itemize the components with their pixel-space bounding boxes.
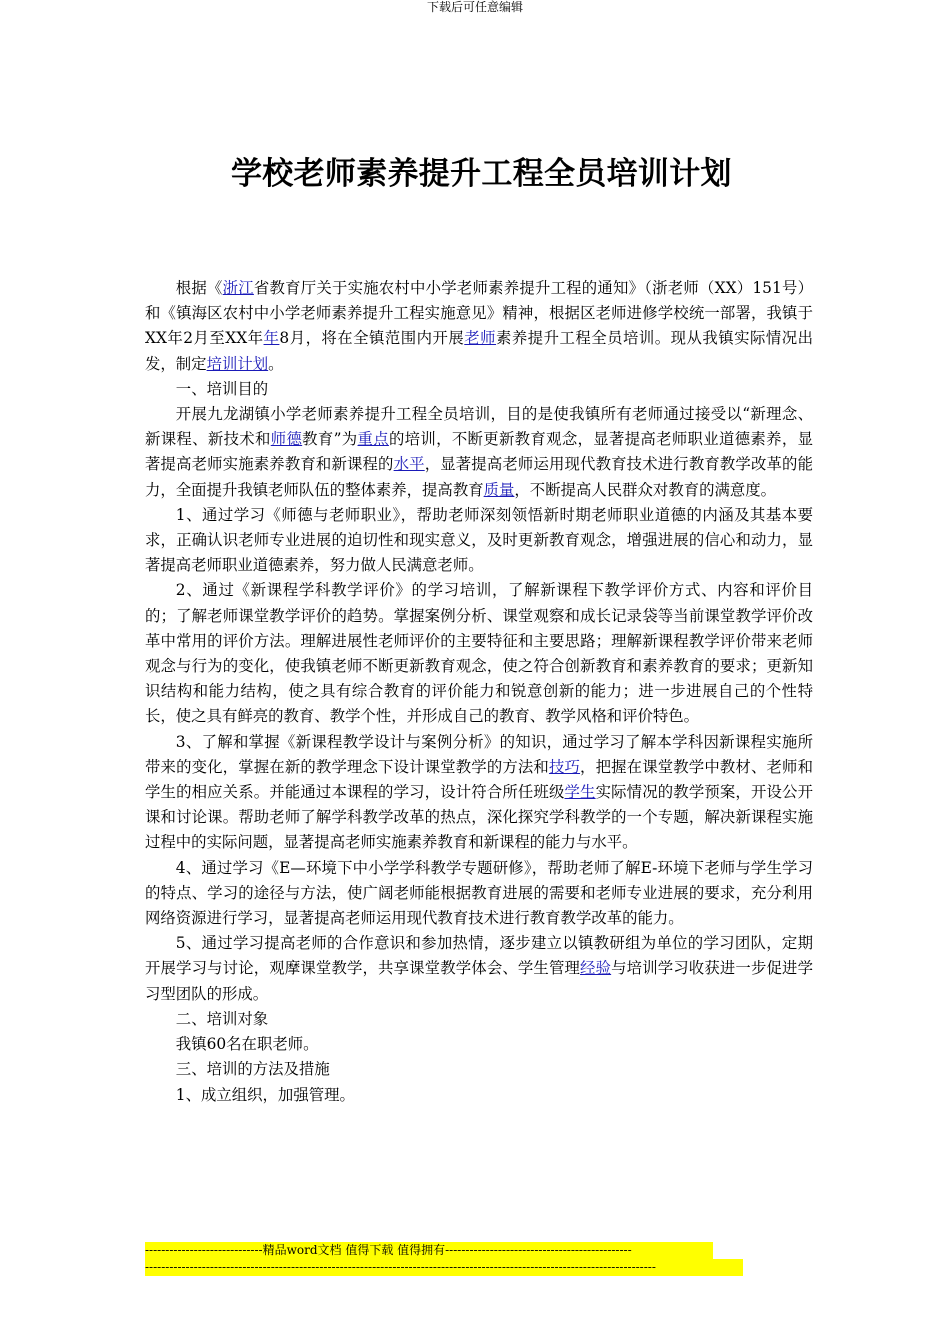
- link-quality[interactable]: 质量: [483, 480, 515, 499]
- text-run: 开展九龙湖镇小学老师素养提升工程全员培训，目的是使我镇所有老师通过接受以“新理念、新课程、新技术和: [145, 405, 813, 449]
- text-run: 与培训学习收获进一步促进学习型团队的形成。: [145, 959, 813, 1003]
- text-run: 素养提升工程全员培训。现从我镇实际情况出发，制定: [145, 329, 813, 373]
- link-training-plan[interactable]: 培训计划: [206, 354, 269, 373]
- link-skills[interactable]: 技巧: [548, 757, 581, 776]
- text-run: 3、了解和掌握《新课程教学设计与案例分析》的知识，通过学习了解本学科因新课程实施所带来的变化，掌握在新的教学理念下设计课堂教学的方法和: [145, 732, 813, 776]
- section-heading-3: 三、培训的方法及措施: [175, 1060, 330, 1079]
- link-zhejiang[interactable]: 浙江: [222, 279, 254, 297]
- link-experience[interactable]: 经验: [580, 959, 612, 978]
- text-run: 的培训，不断更新教育观念，显著提高老师职业道德素养，显著提高老师实施素养教育和新课程的: [145, 430, 813, 474]
- text-run: 。: [268, 354, 284, 373]
- link-focus[interactable]: 重点: [357, 430, 389, 449]
- text-run: 实际情况的教学预案，开设公开课和讨论课。帮助老师了解学科教学改革的热点，深化探究学科教学的一个专题，解决新课程实施过程中的实际问题，显著提高老师实施素养教育和新课程的能力与水平。: [145, 783, 813, 852]
- purpose-paragraph: [145, 402, 813, 503]
- text-run: 5、通过学习提高老师的合作意识和参加热情，逐步建立以镇教研组为单位的学习团队，定期开展学习与讨论，观摩课堂教学，共享课堂教学体会、学生管理: [145, 934, 813, 978]
- document-body: [145, 276, 813, 1108]
- goal-item-2: 2、通过《新课程学科教学评价》的学习培训，了解新课程下教学评价方式、内容和评价目的；了解老师课堂教学评价的趋势。掌握案例分析、课堂观察和成长记录袋等当前课堂教学评价改革中常用的评价方法。理解进展性老师评价的主要特征和主要思路；理解新课程教学评价带来老师观念与行为的变化，使我镇老师不断更新教育观念，使之符合创新教育和素养教育的要求；更新知识结构和能力结构，使之具有综合教育的评价能力和锐意创新的能力；进一步进展自己的个性特长，使之具有鲜亮的教育、教学个性，并形成自己的教育、教学风格和评价特色。: [145, 581, 813, 726]
- goal-item-5: [145, 931, 813, 1007]
- text-run: ，显著提高老师运用现代教育技术进行教育教学改革的能力，全面提升我镇老师队伍的整体素养，提高教育: [145, 455, 813, 499]
- footer-dash-line: ------------------------------------------------------------------------------------------------------------------------------: [145, 1259, 743, 1276]
- section-heading-2: 二、培训对象: [175, 1009, 269, 1028]
- footer-banner-line: -----------------------------精品word文档 值得下载 值得拥有----------------------------------------------: [145, 1242, 713, 1259]
- method-item-1: 1、成立组织，加强管理。: [175, 1085, 355, 1104]
- link-level[interactable]: 水平: [393, 455, 425, 474]
- text-run: ，把握在课堂教学中教材、老师和学生的相应关系。并能通过本课程的学习，设计符合所任班级: [145, 757, 813, 802]
- text-run: 根据《: [175, 279, 223, 297]
- goal-item-4: 4、通过学习《E—环境下中小学学科教学专题研修》，帮助老师了解E-环境下老师与学生学习的特点、学习的途径与方法，使广阔老师能根据教育进展的需要和老师专业进展的要求，充分利用网络资源进行学习，显著提高老师运用现代教育技术进行教育教学改革的能力。: [145, 858, 813, 928]
- goal-item-1: 1、通过学习《师德与老师职业》，帮助老师深刻领悟新时期老师职业道德的内涵及其基本要求，正确认识老师专业进展的迫切性和现实意义，及时更新教育观念，增强进展的信心和动力，显著提高老师职业道德素养，努力做人民满意老师。: [145, 505, 813, 575]
- intro-paragraph: [145, 276, 813, 377]
- text-run: 8月，将在全镇范围内开展: [279, 329, 465, 348]
- page-footer: [145, 1242, 745, 1276]
- document-title: 学校老师素养提升工程全员培训计划: [231, 156, 732, 192]
- section-heading-1: 一、培训目的: [175, 379, 269, 398]
- target-paragraph: 我镇60名在职老师。: [175, 1035, 319, 1054]
- link-students[interactable]: 学生: [564, 783, 596, 802]
- text-run: 教育”为: [302, 430, 358, 449]
- text-run: ，不断提高人民群众对教育的满意度。: [514, 480, 777, 499]
- header-note: 下载后可任意编辑: [426, 0, 523, 14]
- link-teacher[interactable]: 老师: [464, 329, 497, 348]
- link-teacher-ethics[interactable]: 师德: [270, 430, 303, 449]
- text-run: 省教育厅关于实施农村中小学老师素养提升工程的通知》（浙老师（XX）151号）和《镇海区农村中小学老师素养提升工程实施意见》精神，根据区老师进修学校统一部署，我镇于XX年2月至XX年: [145, 279, 813, 348]
- link-year[interactable]: 年: [263, 329, 280, 348]
- goal-item-3: [145, 730, 813, 856]
